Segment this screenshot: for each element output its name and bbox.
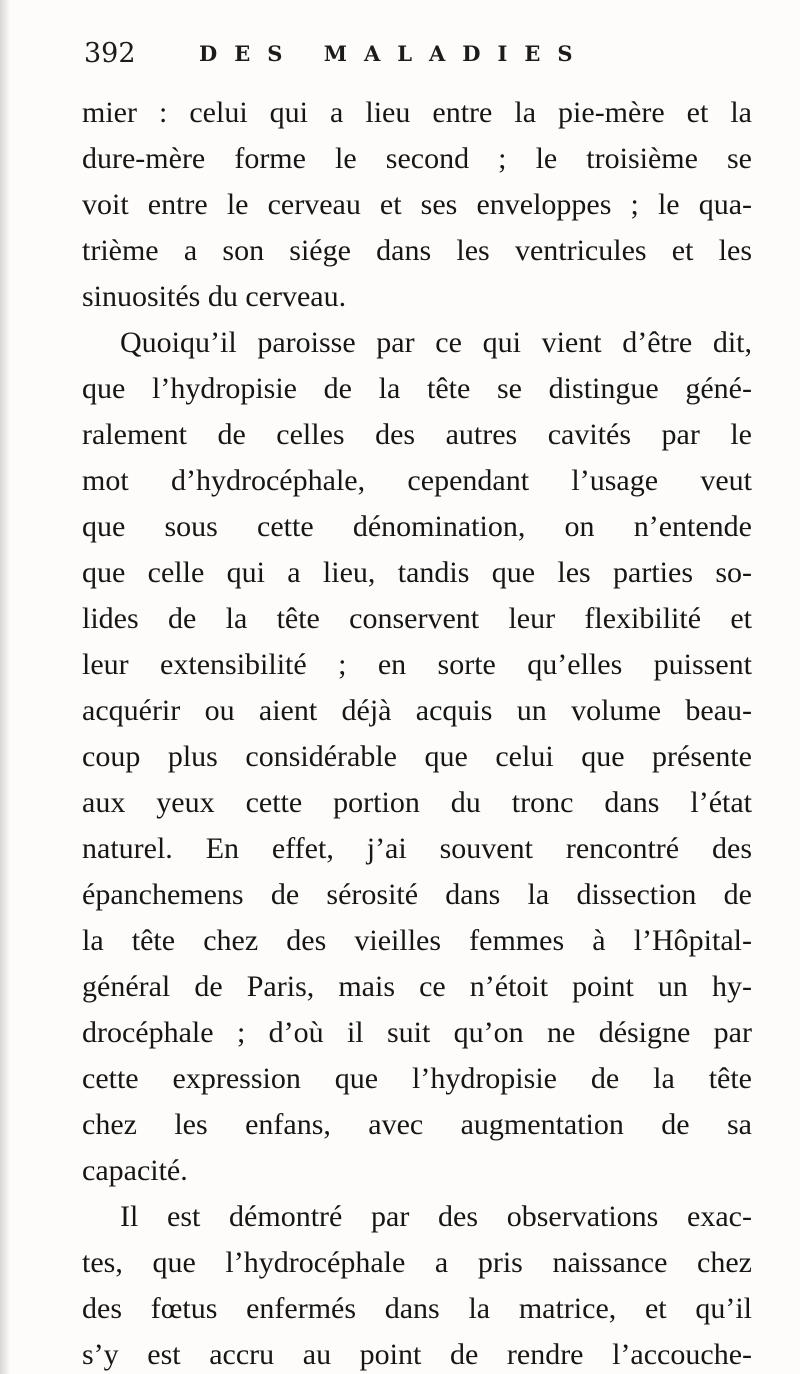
running-title: DES MALADIES xyxy=(199,41,590,66)
text-line: ralement de celles des autres cavités par le xyxy=(82,418,752,451)
text-line: dure-mère forme le second ; le troisième se xyxy=(82,142,752,175)
text-line: lides de la tête conservent leur flexibilité et xyxy=(82,602,752,635)
text-line: trième a son siége dans les ventricules et les xyxy=(82,234,752,267)
text-line: que sous cette dénomination, on n’entende xyxy=(82,510,752,543)
text-line: s’y est accru au point de rendre l’accouche- xyxy=(82,1338,752,1371)
text-line: sinuosités du cerveau. xyxy=(82,280,347,313)
text-line: capacité. xyxy=(82,1154,188,1187)
text-line: général de Paris, mais ce n’étoit point un hy- xyxy=(82,970,752,1003)
page-number: 392 xyxy=(84,38,136,69)
text-line: épanchemens de sérosité dans la dissection de xyxy=(82,878,752,911)
text-line: mier : celui qui a lieu entre la pie-mère et la xyxy=(82,96,752,129)
text-line: acquérir ou aient déjà acquis un volume beau- xyxy=(82,694,752,727)
text-line: drocéphale ; d’où il suit qu’on ne désigne par xyxy=(82,1016,752,1049)
text-line: la tête chez des vieilles femmes à l’Hôpital- xyxy=(82,924,752,957)
page-edge-shadow xyxy=(0,0,10,1374)
text-line: voit entre le cerveau et ses enveloppes ; le qua- xyxy=(82,188,752,221)
text-line: que l’hydropisie de la tête se distingue géné- xyxy=(82,372,752,405)
text-line: leur extensibilité ; en sorte qu’elles puissent xyxy=(82,648,752,681)
text-line: que celle qui a lieu, tandis que les parties so- xyxy=(82,556,752,589)
text-line: cette expression que l’hydropisie de la tête xyxy=(82,1062,752,1095)
text-line: aux yeux cette portion du tronc dans l’état xyxy=(82,786,752,819)
text-line: coup plus considérable que celui que présente xyxy=(82,740,752,773)
paragraph-start-line: Il est démontré par des observations exac- xyxy=(120,1200,752,1233)
paragraph-start-line: Quoiqu’il paroisse par ce qui vient d’être dit, xyxy=(120,326,752,359)
text-line: des fœtus enfermés dans la matrice, et qu’il xyxy=(82,1292,752,1325)
text-line: chez les enfans, avec augmentation de sa xyxy=(82,1108,752,1141)
text-line: mot d’hydrocéphale, cependant l’usage veut xyxy=(82,464,752,497)
text-line: naturel. En effet, j’ai souvent rencontré des xyxy=(82,832,752,865)
text-line: tes, que l’hydrocéphale a pris naissance chez xyxy=(82,1246,752,1279)
